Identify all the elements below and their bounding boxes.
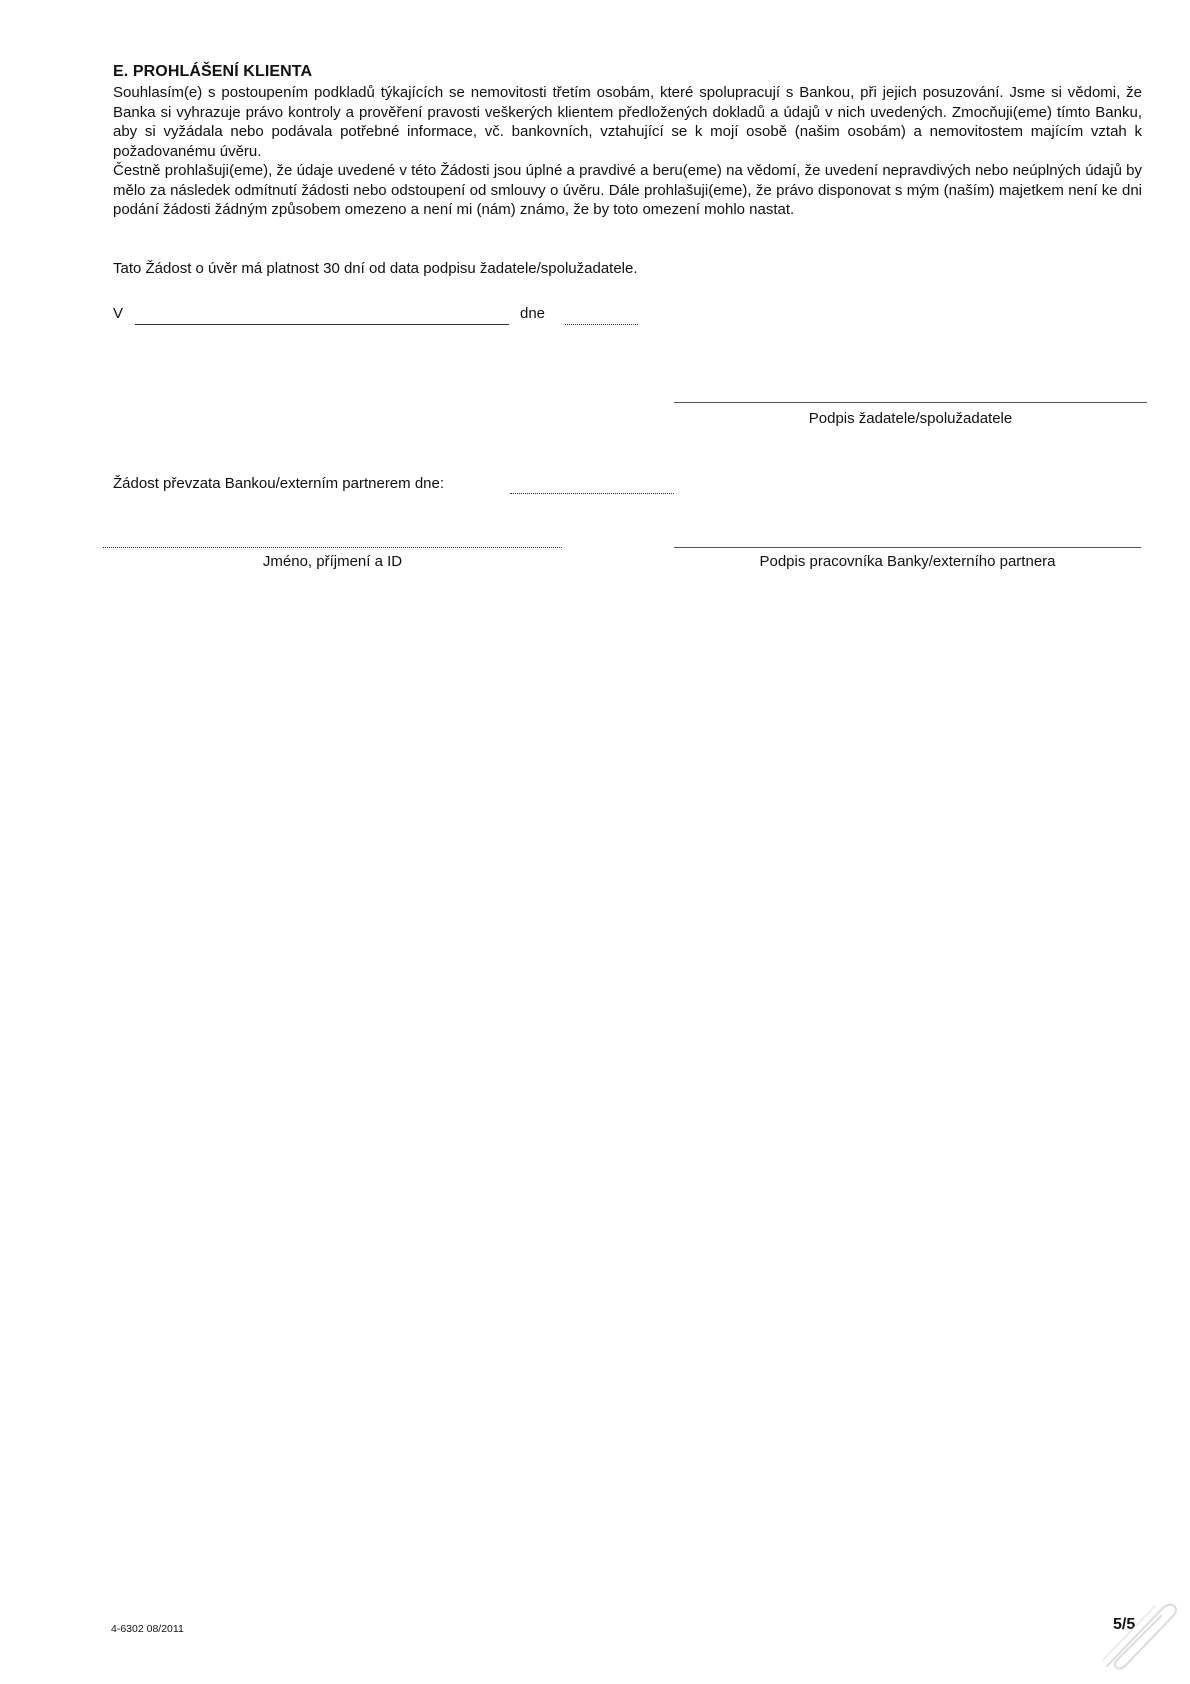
received-label: Žádost převzata Bankou/externím partnerem dne: xyxy=(113,475,445,492)
banker-signature-field[interactable] xyxy=(674,547,1141,548)
date-field[interactable] xyxy=(565,324,638,325)
place-field[interactable] xyxy=(135,324,509,325)
banker-signature-label: Podpis pracovníka Banky/externího partnera xyxy=(759,553,1056,570)
applicant-signature-field[interactable] xyxy=(674,402,1147,403)
date-label: dne xyxy=(520,305,546,322)
form-code: 4-6302 08/2011 xyxy=(111,1623,184,1635)
declaration-paragraph-1: Souhlasím(e) s postoupením podkladů týkajících se nemovitosti třetím osobám, které spolupracují s Bankou, při jejich posuzování. Jsme si vědomi, že Banka si vyhrazuje právo kontroly a prověření pravosti veškerých klientem předložených dokladů a údajů v nich uvedených. Zmocňuji(eme) tímto Banku, aby si vyžádala nebo podávala potřebné informace, vč. bankovních, vztahující se k mojí osobě (našim osobám) a nemovitostem majícím vztah k požadovanému úvěru. xyxy=(113,84,1142,160)
declaration-text xyxy=(113,83,1142,220)
section-title: E. PROHLÁŠENÍ KLIENTA xyxy=(113,63,313,80)
page-number: 5/5 xyxy=(1113,1616,1136,1633)
declaration-paragraph-2: Čestně prohlašuji(eme), že údaje uvedené v této Žádosti jsou úplné a pravdivé a beru(eme) na vědomí, že uvedení nepravdivých nebo neúplných údajů by mělo za následek odmítnutí žádosti nebo odstoupení od smlouvy o úvěru. Dále prohlašuji(eme), že právo disponovat s mým (naším) majetkem není ke dni podání žádosti žádným způsobem omezeno a není mi (nám) známo, že by toto omezení mohlo nastat. xyxy=(113,162,1142,218)
applicant-signature-label: Podpis žadatele/spolužadatele xyxy=(808,410,1013,427)
received-date-field[interactable] xyxy=(510,493,674,494)
received-row xyxy=(113,475,673,499)
name-id-field[interactable] xyxy=(103,547,562,548)
validity-note: Tato Žádost o úvěr má platnost 30 dní od data podpisu žadatele/spolužadatele. xyxy=(113,260,638,277)
name-id-label: Jméno, příjmení a ID xyxy=(262,553,403,570)
paperclip-icon xyxy=(1085,1588,1185,1678)
place-label: V xyxy=(113,305,124,322)
place-date-row xyxy=(113,305,673,329)
